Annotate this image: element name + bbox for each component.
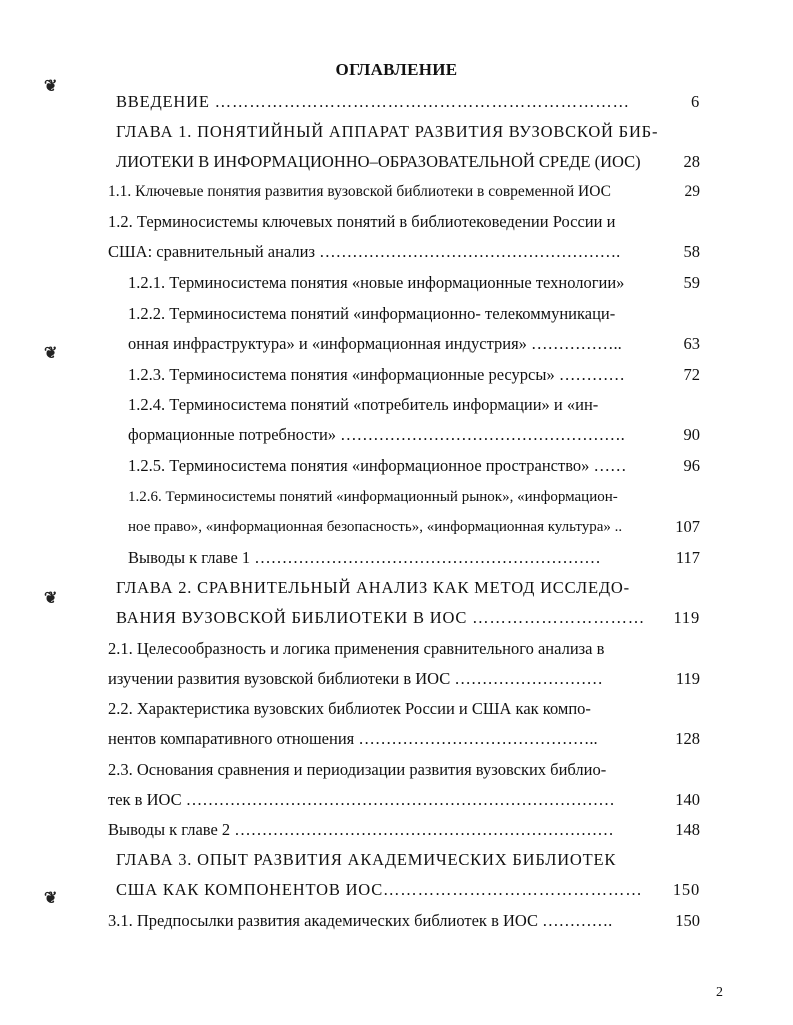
toc-line-text: 1.2.4. Терминосистема понятий «потребитель информации» и «ин- [128, 395, 599, 414]
toc-page-number: 107 [675, 517, 700, 536]
toc-line-text: 2.2. Характеристика вузовских библиотек России и США как компо- [108, 699, 591, 718]
page-number: 2 [716, 985, 723, 1000]
toc-line-text: нентов компаративного отношения …………………………………….. [108, 729, 598, 748]
toc-line-text: ГЛАВА 2. СРАВНИТЕЛЬНЫЙ АНАЛИЗ КАК МЕТОД ИССЛЕДО- [116, 578, 630, 597]
toc-page-number: 140 [675, 790, 700, 809]
toc-page-number: 117 [675, 548, 700, 567]
toc-line-text: ВВЕДЕНИЕ ……………………………………………………………… [116, 92, 630, 111]
toc-line-text: формационные потребности» ……………………………………………. [128, 425, 625, 444]
toc-line-section-cont [108, 666, 700, 692]
toc-line-chapter-1 [108, 119, 700, 145]
page-title: ОГЛАВЛЕНИЕ [335, 60, 458, 79]
toc-line-intro [108, 89, 700, 115]
toc-page-number: 59 [683, 273, 700, 292]
toc-line-text: 2.1. Целесообразность и логика применения сравнительного анализа в [108, 639, 605, 658]
toc-line-chapter-3-cont [108, 877, 700, 903]
toc-line-chapter-2-cont [108, 605, 700, 631]
toc-line-subsection [108, 453, 700, 479]
toc-line-subsection-cont [108, 514, 700, 540]
toc-page-number: 6 [690, 92, 700, 111]
margin-mark-icon: ❦ [44, 78, 58, 95]
toc-line-section [108, 179, 700, 205]
toc-line-text: 1.1. Ключевые понятия развития вузовской библиотеки в современной ИОС [108, 183, 611, 200]
toc-page-number: 148 [675, 820, 700, 839]
toc-page-number: 28 [683, 152, 700, 171]
margin-mark-icon: ❦ [44, 345, 58, 362]
toc-line-text: изучении развития вузовской библиотеки в ИОС ……………………… [108, 669, 603, 688]
toc-line-text: 1.2.5. Терминосистема понятия «информационное пространство» …… [128, 456, 627, 475]
toc-page-number: 96 [683, 456, 700, 475]
toc-line-text: 1.2.3. Терминосистема понятия «информационные ресурсы» ………… [128, 365, 625, 384]
toc-line-subsection [108, 301, 700, 327]
toc-line-text: США: сравнительный анализ ………………………………………………. [108, 242, 621, 261]
toc-line-section [108, 908, 700, 934]
margin-mark-icon: ❦ [44, 590, 58, 607]
toc-line-text: Выводы к главе 1 ……………………………………………………… [128, 548, 601, 567]
toc-page-number: 72 [683, 365, 700, 384]
toc-line-text: ГЛАВА 1. ПОНЯТИЙНЫЙ АППАРАТ РАЗВИТИЯ ВУЗОВСКОЙ БИБ- [116, 122, 659, 141]
toc-page-number: 58 [683, 242, 700, 261]
toc-page-number: 128 [675, 729, 700, 748]
toc-line-chapter-1-cont [108, 149, 700, 175]
toc-line-text: 3.1. Предпосылки развития академических библиотек в ИОС …………. [108, 911, 613, 930]
toc-page-number: 29 [684, 183, 700, 200]
toc-line-text: ное право», «информационная безопасность», «информационная культура» .. [128, 519, 623, 535]
toc-line-chapter-summary [108, 545, 700, 571]
toc-line-text: 1.2.1. Терминосистема понятия «новые информационные технологии» [128, 273, 625, 292]
toc-line-text: ГЛАВА 3. ОПЫТ РАЗВИТИЯ АКАДЕМИЧЕСКИХ БИБЛИОТЕК [116, 850, 617, 869]
toc-line-subsection [108, 392, 700, 418]
toc-line-subsection-cont [108, 422, 700, 448]
margin-mark-icon: ❦ [44, 890, 58, 907]
toc-line-text: США КАК КОМПОНЕНТОВ ИОС……………………………………… [116, 880, 643, 899]
toc-line-section-cont [108, 787, 700, 813]
toc-line-chapter-summary [108, 817, 700, 843]
toc-page-number: 150 [675, 911, 700, 930]
toc-line-chapter-2 [108, 575, 700, 601]
toc-page-number: 119 [673, 608, 700, 627]
toc-line-text: онная инфраструктура» и «информационная индустрия» …………….. [128, 334, 622, 353]
toc-line-text: ЛИОТЕКИ В ИНФОРМАЦИОННО–ОБРАЗОВАТЕЛЬНОЙ СРЕДЕ (ИОС) [116, 152, 641, 171]
toc-line-section [108, 757, 700, 783]
toc-line-text: 1.2.6. Терминосистемы понятий «информационный рынок», «информацион- [128, 489, 618, 505]
toc-line-text: ВАНИЯ ВУЗОВСКОЙ БИБЛИОТЕКИ В ИОС ………………………… [116, 608, 646, 627]
toc-line-section [108, 696, 700, 722]
toc-page-number: 63 [683, 334, 700, 353]
toc-line-section [108, 636, 700, 662]
toc-line-text: 2.3. Основания сравнения и периодизации развития вузовских библио- [108, 760, 607, 779]
toc-line-subsection [108, 362, 700, 388]
toc-line-section-cont [108, 239, 700, 265]
toc-page-number: 90 [683, 425, 700, 444]
toc-line-subsection-cont [108, 331, 700, 357]
toc-line-subsection [108, 270, 700, 296]
toc-line-text: 1.2.2. Терминосистема понятий «информационно- телекоммуникаци- [128, 304, 616, 323]
toc-line-text: 1.2. Терминосистемы ключевых понятий в библиотековедении России и [108, 212, 616, 231]
toc-line-chapter-3 [108, 847, 700, 873]
toc-page-number: 119 [675, 669, 700, 688]
toc-line-text: Выводы к главе 2 …………………………………………………………… [108, 820, 614, 839]
toc-line-section [108, 209, 700, 235]
toc-line-text: тек в ИОС …………………………………………………………………… [108, 790, 615, 809]
toc-line-subsection [108, 484, 700, 510]
toc-page-number: 150 [672, 880, 700, 899]
toc-line-section-cont [108, 726, 700, 752]
